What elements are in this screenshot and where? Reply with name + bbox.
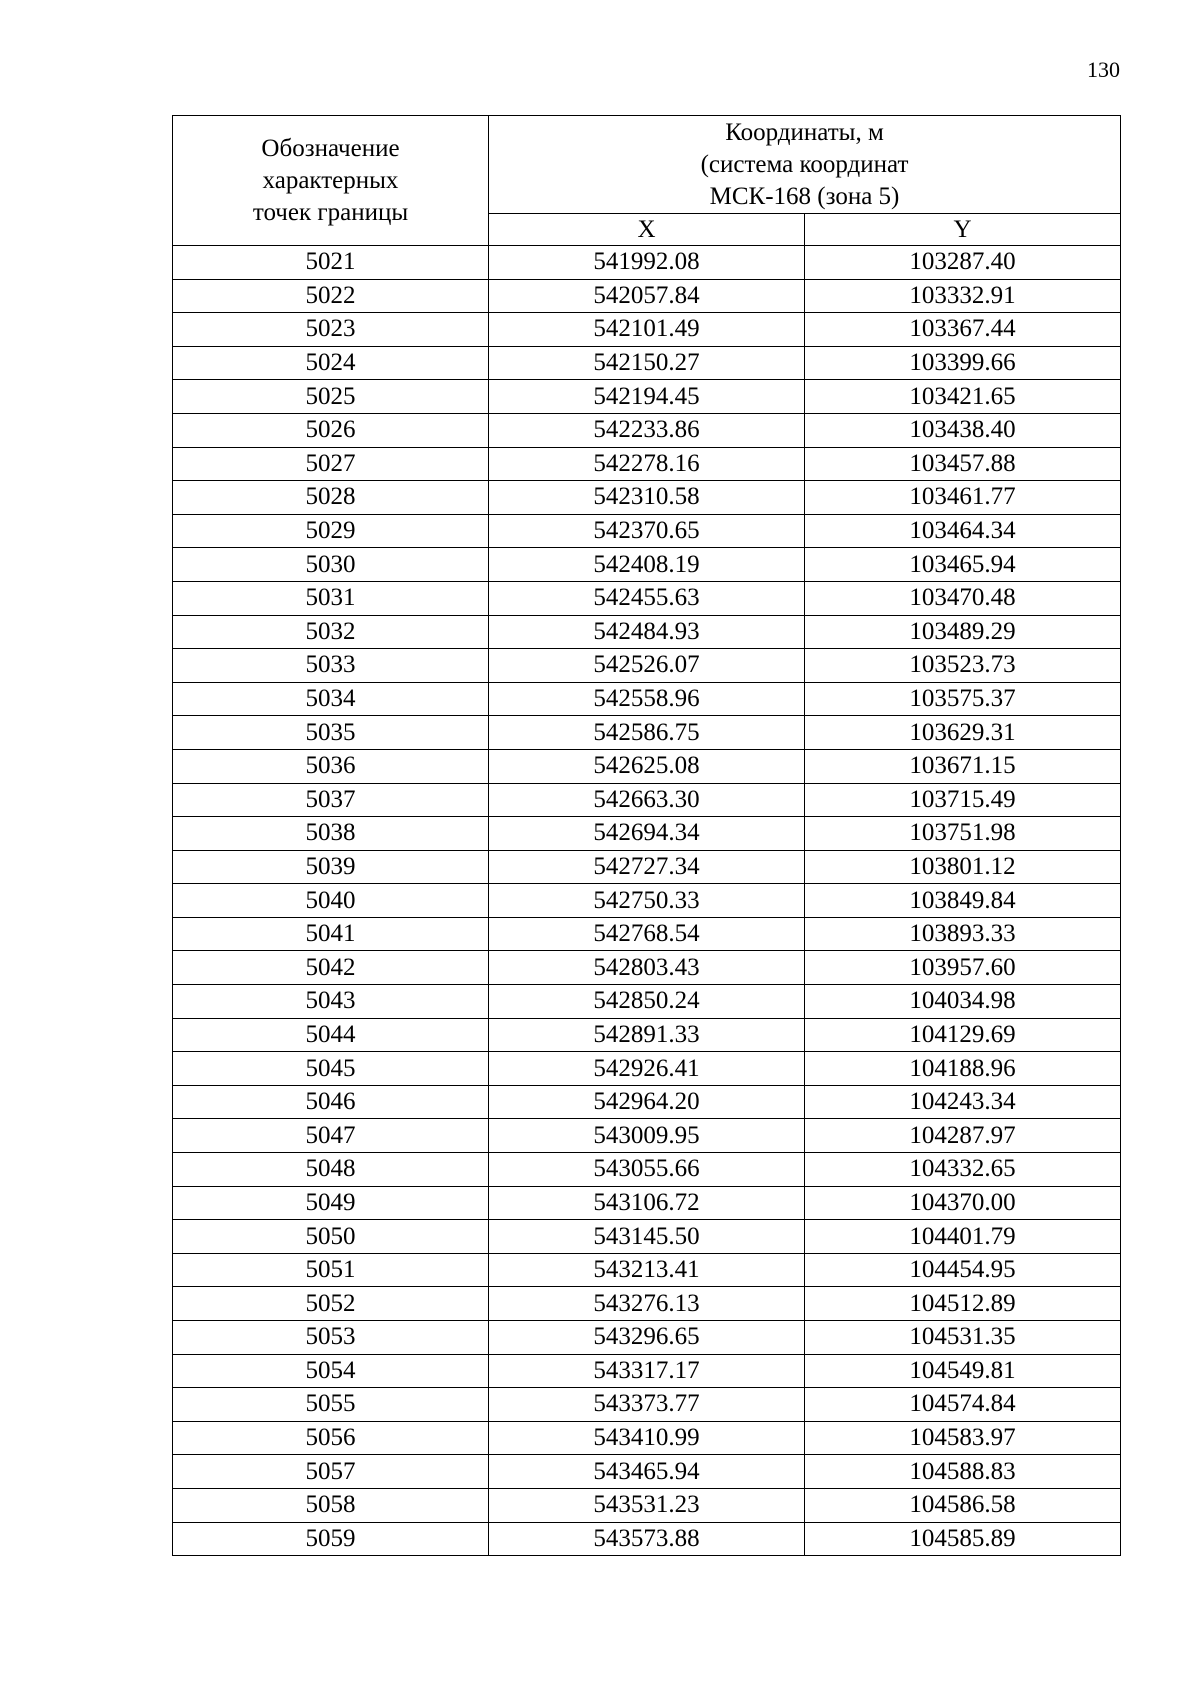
table-body xyxy=(173,246,1121,1556)
point-cell: 5056 xyxy=(173,1421,489,1455)
x-coordinate-cell: 542750.33 xyxy=(489,884,805,918)
x-coordinate-cell: 543009.95 xyxy=(489,1119,805,1153)
table-row xyxy=(173,951,1121,985)
table-row xyxy=(173,481,1121,515)
y-coordinate-cell: 103957.60 xyxy=(805,951,1121,985)
y-coordinate-cell: 103523.73 xyxy=(805,649,1121,683)
x-coordinate-cell: 542310.58 xyxy=(489,481,805,515)
table-row xyxy=(173,1052,1121,1086)
point-cell: 5038 xyxy=(173,817,489,851)
point-cell: 5035 xyxy=(173,716,489,750)
table-row xyxy=(173,1287,1121,1321)
table-row xyxy=(173,1186,1121,1220)
y-coordinate-cell: 103287.40 xyxy=(805,246,1121,280)
table-row xyxy=(173,1455,1121,1489)
table-row xyxy=(173,1522,1121,1556)
page-number: 130 xyxy=(1087,57,1120,82)
table-row xyxy=(173,649,1121,683)
x-coordinate-cell: 543573.88 xyxy=(489,1522,805,1556)
y-coordinate-cell: 103367.44 xyxy=(805,313,1121,347)
x-coordinate-cell: 542455.63 xyxy=(489,581,805,615)
y-coordinate-cell: 104512.89 xyxy=(805,1287,1121,1321)
x-coordinate-cell: 542370.65 xyxy=(489,514,805,548)
point-cell: 5058 xyxy=(173,1488,489,1522)
point-cell: 5057 xyxy=(173,1455,489,1489)
x-coordinate-cell: 542694.34 xyxy=(489,817,805,851)
table-row xyxy=(173,917,1121,951)
y-coordinate-cell: 104586.58 xyxy=(805,1488,1121,1522)
y-coordinate-cell: 104243.34 xyxy=(805,1085,1121,1119)
table-row xyxy=(173,246,1121,280)
x-coordinate-cell: 542484.93 xyxy=(489,615,805,649)
point-cell: 5048 xyxy=(173,1153,489,1187)
y-coordinate-cell: 103438.40 xyxy=(805,413,1121,447)
y-coordinate-cell: 103470.48 xyxy=(805,581,1121,615)
point-cell: 5041 xyxy=(173,917,489,951)
y-coordinate-cell: 103849.84 xyxy=(805,884,1121,918)
point-cell: 5025 xyxy=(173,380,489,414)
table-row xyxy=(173,1321,1121,1355)
point-cell: 5050 xyxy=(173,1220,489,1254)
x-coordinate-cell: 542057.84 xyxy=(489,279,805,313)
point-cell: 5024 xyxy=(173,346,489,380)
x-coordinate-cell: 542101.49 xyxy=(489,313,805,347)
y-coordinate-cell: 104585.89 xyxy=(805,1522,1121,1556)
x-coordinate-cell: 542233.86 xyxy=(489,413,805,447)
point-cell: 5046 xyxy=(173,1085,489,1119)
point-cell: 5039 xyxy=(173,850,489,884)
x-coordinate-cell: 543531.23 xyxy=(489,1488,805,1522)
table-row xyxy=(173,447,1121,481)
x-coordinate-cell: 542727.34 xyxy=(489,850,805,884)
y-coordinate-cell: 104401.79 xyxy=(805,1220,1121,1254)
table-row xyxy=(173,1488,1121,1522)
x-coordinate-cell: 541992.08 xyxy=(489,246,805,280)
y-coordinate-cell: 103715.49 xyxy=(805,783,1121,817)
x-coordinate-cell: 543296.65 xyxy=(489,1321,805,1355)
y-coordinate-cell: 104129.69 xyxy=(805,1018,1121,1052)
point-cell: 5049 xyxy=(173,1186,489,1220)
y-coordinate-cell: 104287.97 xyxy=(805,1119,1121,1153)
point-cell: 5021 xyxy=(173,246,489,280)
header-line: МСК-168 (зона 5) xyxy=(709,182,900,210)
y-coordinate-cell: 103461.77 xyxy=(805,481,1121,515)
x-coordinate-cell: 543410.99 xyxy=(489,1421,805,1455)
point-cell: 5034 xyxy=(173,682,489,716)
point-cell: 5044 xyxy=(173,1018,489,1052)
y-coordinate-cell: 104454.95 xyxy=(805,1253,1121,1287)
x-coordinate-cell: 542408.19 xyxy=(489,548,805,582)
y-coordinate-cell: 104583.97 xyxy=(805,1421,1121,1455)
point-cell: 5028 xyxy=(173,481,489,515)
y-coordinate-cell: 103629.31 xyxy=(805,716,1121,750)
table-row xyxy=(173,716,1121,750)
x-coordinate-cell: 542803.43 xyxy=(489,951,805,985)
point-cell: 5023 xyxy=(173,313,489,347)
table-row xyxy=(173,783,1121,817)
table-row xyxy=(173,548,1121,582)
y-coordinate-cell: 104332.65 xyxy=(805,1153,1121,1187)
x-coordinate-cell: 542194.45 xyxy=(489,380,805,414)
x-coordinate-cell: 542850.24 xyxy=(489,985,805,1019)
table-row xyxy=(173,1388,1121,1422)
x-coordinate-cell: 543055.66 xyxy=(489,1153,805,1187)
x-coordinate-cell: 542278.16 xyxy=(489,447,805,481)
y-coordinate-cell: 103465.94 xyxy=(805,548,1121,582)
coordinates-table xyxy=(172,115,1121,1556)
y-coordinate-cell: 103801.12 xyxy=(805,850,1121,884)
y-coordinate-cell: 103751.98 xyxy=(805,817,1121,851)
x-coordinate-cell: 542964.20 xyxy=(489,1085,805,1119)
table-row xyxy=(173,985,1121,1019)
point-cell: 5052 xyxy=(173,1287,489,1321)
table-row xyxy=(173,1354,1121,1388)
y-coordinate-cell: 104188.96 xyxy=(805,1052,1121,1086)
x-coordinate-cell: 543317.17 xyxy=(489,1354,805,1388)
table-row xyxy=(173,817,1121,851)
point-cell: 5026 xyxy=(173,413,489,447)
y-coordinate-cell: 104549.81 xyxy=(805,1354,1121,1388)
x-coordinate-cell: 543465.94 xyxy=(489,1455,805,1489)
x-coordinate-cell: 543145.50 xyxy=(489,1220,805,1254)
x-coordinate-cell: 542150.27 xyxy=(489,346,805,380)
point-cell: 5029 xyxy=(173,514,489,548)
table-row xyxy=(173,1253,1121,1287)
table-row xyxy=(173,514,1121,548)
point-cell: 5043 xyxy=(173,985,489,1019)
y-coordinate-cell: 103671.15 xyxy=(805,749,1121,783)
y-coordinate-cell: 103893.33 xyxy=(805,917,1121,951)
point-designation-header xyxy=(173,116,489,246)
point-cell: 5037 xyxy=(173,783,489,817)
point-cell: 5051 xyxy=(173,1253,489,1287)
y-coordinate-cell: 103464.34 xyxy=(805,514,1121,548)
y-coordinate-cell: 104588.83 xyxy=(805,1455,1121,1489)
y-coordinate-cell: 103457.88 xyxy=(805,447,1121,481)
table-row xyxy=(173,279,1121,313)
x-column-header: X xyxy=(489,214,805,246)
table-row xyxy=(173,1018,1121,1052)
table-row xyxy=(173,749,1121,783)
coordinates-group-header xyxy=(489,116,1121,214)
header-line: Координаты, м xyxy=(725,118,884,146)
y-coordinate-cell: 104574.84 xyxy=(805,1388,1121,1422)
point-cell: 5042 xyxy=(173,951,489,985)
x-coordinate-cell: 542526.07 xyxy=(489,649,805,683)
y-coordinate-cell: 103332.91 xyxy=(805,279,1121,313)
table-row xyxy=(173,413,1121,447)
table-header xyxy=(173,116,1121,246)
x-coordinate-cell: 542768.54 xyxy=(489,917,805,951)
y-coordinate-cell: 104034.98 xyxy=(805,985,1121,1019)
table-row xyxy=(173,1153,1121,1187)
x-coordinate-cell: 542558.96 xyxy=(489,682,805,716)
x-coordinate-cell: 543373.77 xyxy=(489,1388,805,1422)
point-cell: 5036 xyxy=(173,749,489,783)
table-row xyxy=(173,313,1121,347)
point-cell: 5027 xyxy=(173,447,489,481)
header-line: (система координат xyxy=(700,150,909,178)
x-coordinate-cell: 542663.30 xyxy=(489,783,805,817)
point-cell: 5047 xyxy=(173,1119,489,1153)
point-cell: 5059 xyxy=(173,1522,489,1556)
point-cell: 5030 xyxy=(173,548,489,582)
y-coordinate-cell: 103399.66 xyxy=(805,346,1121,380)
x-coordinate-cell: 542586.75 xyxy=(489,716,805,750)
table-row xyxy=(173,682,1121,716)
y-coordinate-cell: 103489.29 xyxy=(805,615,1121,649)
table-row xyxy=(173,581,1121,615)
table-row xyxy=(173,1119,1121,1153)
table-row xyxy=(173,380,1121,414)
point-cell: 5040 xyxy=(173,884,489,918)
table-row xyxy=(173,1220,1121,1254)
point-cell: 5053 xyxy=(173,1321,489,1355)
point-cell: 5055 xyxy=(173,1388,489,1422)
x-coordinate-cell: 543276.13 xyxy=(489,1287,805,1321)
x-coordinate-cell: 543213.41 xyxy=(489,1253,805,1287)
table-row xyxy=(173,346,1121,380)
point-cell: 5022 xyxy=(173,279,489,313)
x-coordinate-cell: 542926.41 xyxy=(489,1052,805,1086)
header-line: точек границы xyxy=(252,198,409,226)
x-coordinate-cell: 542891.33 xyxy=(489,1018,805,1052)
header-line: Обозначение xyxy=(261,134,400,162)
table-row xyxy=(173,884,1121,918)
y-column-header: Y xyxy=(805,214,1121,246)
header-line: характерных xyxy=(262,166,399,194)
y-coordinate-cell: 104531.35 xyxy=(805,1321,1121,1355)
table-row xyxy=(173,850,1121,884)
point-cell: 5054 xyxy=(173,1354,489,1388)
point-cell: 5045 xyxy=(173,1052,489,1086)
table-row xyxy=(173,1085,1121,1119)
point-cell: 5033 xyxy=(173,649,489,683)
point-cell: 5032 xyxy=(173,615,489,649)
x-coordinate-cell: 542625.08 xyxy=(489,749,805,783)
y-coordinate-cell: 103575.37 xyxy=(805,682,1121,716)
y-coordinate-cell: 103421.65 xyxy=(805,380,1121,414)
table-row xyxy=(173,615,1121,649)
point-cell: 5031 xyxy=(173,581,489,615)
x-coordinate-cell: 543106.72 xyxy=(489,1186,805,1220)
table-row xyxy=(173,1421,1121,1455)
y-coordinate-cell: 104370.00 xyxy=(805,1186,1121,1220)
